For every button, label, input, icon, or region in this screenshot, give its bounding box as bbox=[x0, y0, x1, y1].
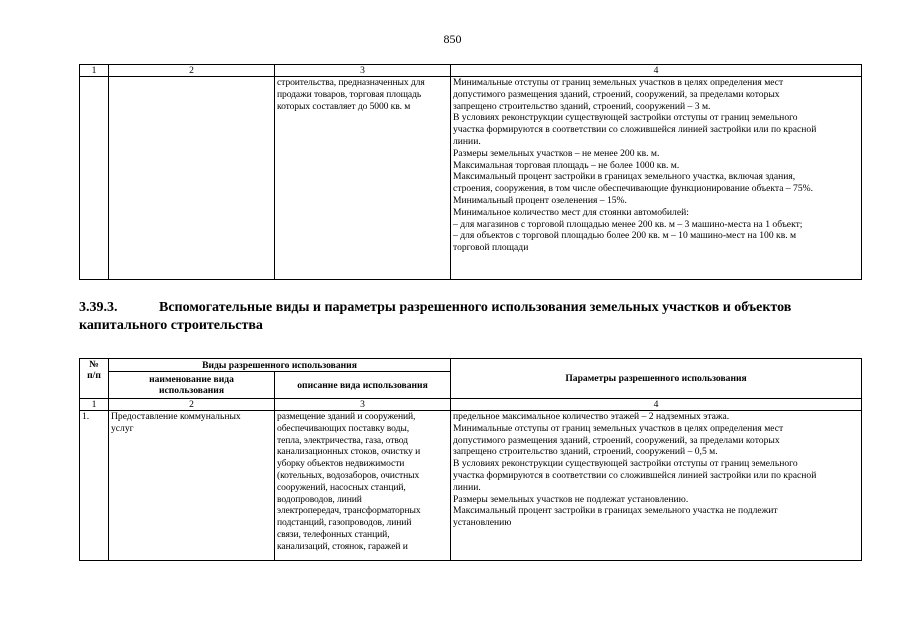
text-line: которых составляет до 5000 кв. м bbox=[277, 100, 411, 112]
col-number: 4 bbox=[451, 65, 862, 77]
text-line: водопроводов, линий bbox=[277, 493, 362, 505]
cell-num: 1. bbox=[80, 411, 109, 561]
text-line: тепла, электричества, газа, отвод bbox=[277, 434, 408, 446]
col-number: 2 bbox=[109, 65, 275, 77]
text-line: Минимальные отступы от границ земельных участков в целях определения мест bbox=[453, 422, 784, 434]
table-row bbox=[80, 77, 862, 280]
text-line: торговой площади bbox=[453, 242, 529, 254]
text-line: линии. bbox=[453, 481, 481, 493]
text-line: – для магазинов с торговой площадью менее 200 кв. м – 3 машино-места на 1 объект; bbox=[453, 218, 803, 230]
header-row bbox=[80, 359, 862, 372]
text-line: связи, телефонных станций, bbox=[277, 528, 390, 540]
text-line: Размеры земельных участков не подлежат установлению. bbox=[453, 493, 689, 505]
text-line: допустимого размещения зданий, строений, сооружений, за пределами которых bbox=[453, 434, 780, 446]
text-line: Предоставление коммунальных bbox=[111, 411, 241, 422]
section-number: 3.39.3. bbox=[79, 300, 118, 315]
section-heading bbox=[79, 299, 861, 335]
text-line: запрещено строительство зданий, строений, сооружений – 3 м. bbox=[453, 100, 711, 112]
section-title-line1: Вспомогательные виды и параметры разрешенного использования земельных участков и объектов bbox=[159, 300, 792, 315]
header-group: Виды разрешенного использования bbox=[109, 359, 451, 372]
col-number: 3 bbox=[275, 399, 451, 411]
cell-parameters bbox=[451, 411, 862, 561]
text-line: (котельных, водозаборов, очистных bbox=[277, 469, 420, 481]
page-number: 850 bbox=[443, 32, 462, 46]
text-line: допустимого размещения зданий, строений, сооружений, за пределами которых bbox=[453, 88, 780, 100]
text-line: строения, сооружения, в том числе обеспечивающие функционирование объекта – 75%. bbox=[453, 183, 814, 195]
text-line: участка формируются в соответствии со сложившейся линией застройки или по красной bbox=[453, 124, 817, 136]
text-line: В условиях реконструкции существующей застройки отступы от границ земельного bbox=[453, 112, 798, 124]
column-number-row bbox=[80, 399, 862, 411]
text-line: электропередач, трансформаторных bbox=[277, 505, 421, 517]
continuation-table bbox=[79, 64, 862, 280]
col-number: 1 bbox=[80, 65, 109, 77]
cell-name bbox=[109, 411, 275, 561]
column-number-row bbox=[80, 65, 862, 77]
text-line: канализаций, стоянок, гаражей и bbox=[277, 540, 408, 552]
text-line: Максимальный процент застройки в границах земельного участка не подлежит bbox=[453, 505, 778, 517]
header-desc: описание вида использования bbox=[275, 372, 451, 399]
cell-name bbox=[109, 77, 275, 280]
text-line: В условиях реконструкции существующей застройки отступы от границ земельного bbox=[453, 458, 798, 470]
text-line: Минимальное количество мест для стоянки автомобилей: bbox=[453, 206, 689, 218]
header-params: Параметры разрешенного использования bbox=[451, 359, 862, 399]
col-number: 3 bbox=[275, 65, 451, 77]
text-line: Максимальный процент застройки в границах земельного участка, включая здания, bbox=[453, 171, 796, 183]
text-line: строительства, предназначенных для bbox=[277, 77, 425, 88]
text-line: канализационных стоков, очистку и bbox=[277, 446, 421, 458]
text-line: – для объектов с торговой площадью более 200 кв. м – 10 машино-мест на 100 кв. м bbox=[453, 230, 797, 242]
col-number: 4 bbox=[451, 399, 862, 411]
text-line: Минимальные отступы от границ земельных участков в целях определения мест bbox=[453, 77, 784, 88]
permitted-use-table bbox=[79, 358, 862, 561]
text-line: обеспечивающих поставку воды, bbox=[277, 422, 410, 434]
text-line: предельное максимальное количество этажей – 2 надземных этажа. bbox=[453, 411, 730, 422]
text-line: линии. bbox=[453, 135, 481, 147]
text-line: участка формируются в соответствии со сложившейся линией застройки или по красной bbox=[453, 469, 817, 481]
text-line: Минимальный процент озеленения – 15%. bbox=[453, 194, 627, 206]
text-line: запрещено строительство зданий, строений, сооружений – 0,5 м. bbox=[453, 446, 718, 458]
text-line: установлению bbox=[453, 517, 512, 529]
cell-description bbox=[275, 77, 451, 280]
text-line: Размеры земельных участков – не менее 200 кв. м. bbox=[453, 147, 660, 159]
header-name: наименование вида использования bbox=[109, 372, 275, 399]
text-line: размещение зданий и сооружений, bbox=[277, 411, 416, 422]
text-line: продажи товаров, торговая площадь bbox=[277, 88, 422, 100]
cell-parameters bbox=[451, 77, 862, 280]
col-number: 1 bbox=[80, 399, 109, 411]
cell-description bbox=[275, 411, 451, 561]
col-number: 2 bbox=[109, 399, 275, 411]
text-line: услуг bbox=[111, 422, 134, 434]
text-line: подстанций, газопроводов, линий bbox=[277, 517, 412, 529]
header-num: № п/п bbox=[80, 359, 109, 399]
text-line: сооружений, насосных станций, bbox=[277, 481, 406, 493]
cell-num bbox=[80, 77, 109, 280]
text-line: Максимальная торговая площадь – не более 1000 кв. м. bbox=[453, 159, 680, 171]
table-row bbox=[80, 411, 862, 561]
text-line: уборку объектов недвижимости bbox=[277, 458, 405, 470]
section-title-line2: капитального строительства bbox=[79, 318, 263, 333]
